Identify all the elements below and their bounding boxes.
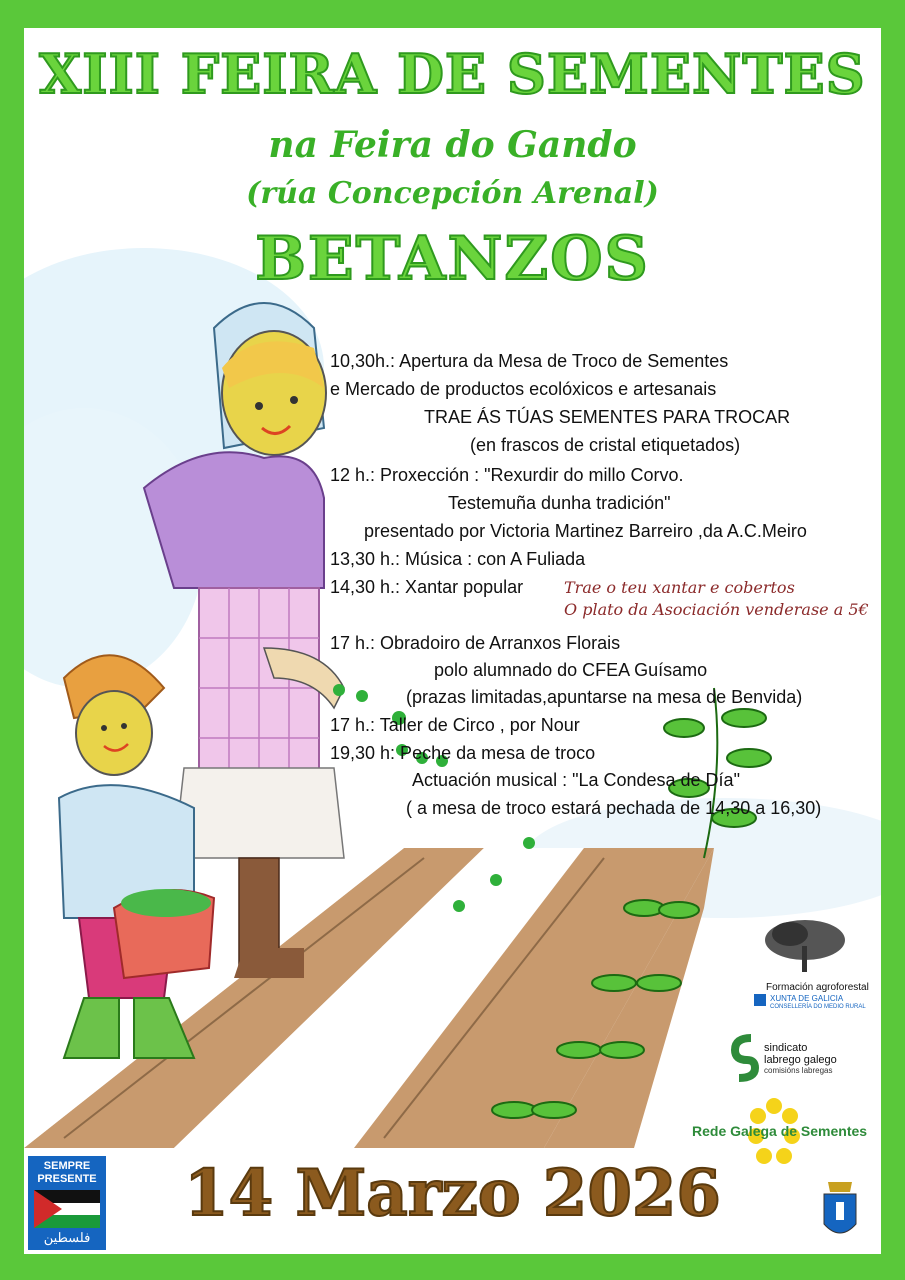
badge-line: SEMPRE <box>43 1160 91 1172</box>
program-line: Testemuña dunha tradición" <box>448 493 671 513</box>
palestine-flag-icon <box>34 1190 100 1228</box>
handwritten-note: Trae o teu xantar e cobertos <box>564 578 795 597</box>
program-line: TRAE ÁS TÚAS SEMENTES PARA TROCAR <box>424 407 791 427</box>
badge-line: PRESENTE <box>37 1173 97 1185</box>
program-line: 12 h.: Proxección : "Rexurdir do millo Corvo. <box>330 465 684 485</box>
program-line: (en frascos de cristal etiquetados) <box>470 435 741 455</box>
program-line: Actuación musical : "La Condesa de Día" <box>412 770 740 790</box>
agro-label: Formación agroforestal <box>766 982 869 993</box>
program-line: polo alumnado do CFEA Guísamo <box>434 660 708 680</box>
program-line: 17 h.: Obradoiro de Arranxos Florais <box>330 633 621 653</box>
poster-inner <box>24 28 881 1254</box>
program-line: 13,30 h.: Música : con A Fuliada <box>330 549 586 569</box>
xunta-sub-label: CONSELLERÍA DO MEDIO RURAL <box>770 1004 866 1010</box>
program-line: 17 h.: Taller de Circo , por Nour <box>330 715 580 735</box>
program-line: e Mercado de productos ecolóxicos e artesanais <box>330 379 717 399</box>
xunta-label: XUNTA DE GALICIA <box>770 994 844 1003</box>
poster-title: XIII FEIRA DE SEMENTES <box>39 42 866 106</box>
program-line: (prazas limitadas,apuntarse na mesa de Benvida) <box>406 687 803 707</box>
sindicato-label: labrego galego <box>764 1054 837 1066</box>
event-date: 14 Marzo 2026 <box>184 1156 721 1231</box>
tree-logo-icon <box>760 916 850 978</box>
badge-arabic: فلسطين <box>43 1230 91 1245</box>
handwritten-note: O plato da Asociación venderase a 5€ <box>564 600 869 619</box>
sindicato-label: sindicato <box>764 1042 808 1054</box>
palestine-badge <box>28 1156 106 1250</box>
poster-subtitle: na Feira do Gando <box>268 124 637 166</box>
rede-label: Rede Galega de Sementes <box>692 1123 868 1139</box>
location-note: (rúa Concepción Arenal) <box>246 176 659 211</box>
program-line: ( a mesa de troco estará pechada de 14,30 a 16,30) <box>406 798 822 818</box>
city-title: BETANZOS <box>255 224 650 294</box>
sindicato-logo-icon <box>729 1032 759 1084</box>
coat-of-arms-icon <box>820 1176 860 1246</box>
program-line: presentado por Victoria Martinez Barreiro ,da A.C.Meiro <box>364 521 807 541</box>
xunta-flag-icon <box>754 994 766 1006</box>
program-line: 14,30 h.: Xantar popular <box>330 577 524 597</box>
sindicato-label: comisións labregas <box>764 1066 833 1075</box>
program-line: 19,30 h: Peche da mesa de troco <box>330 743 596 763</box>
program-line: 10,30h.: Apertura da Mesa de Troco de Sementes <box>330 351 729 371</box>
